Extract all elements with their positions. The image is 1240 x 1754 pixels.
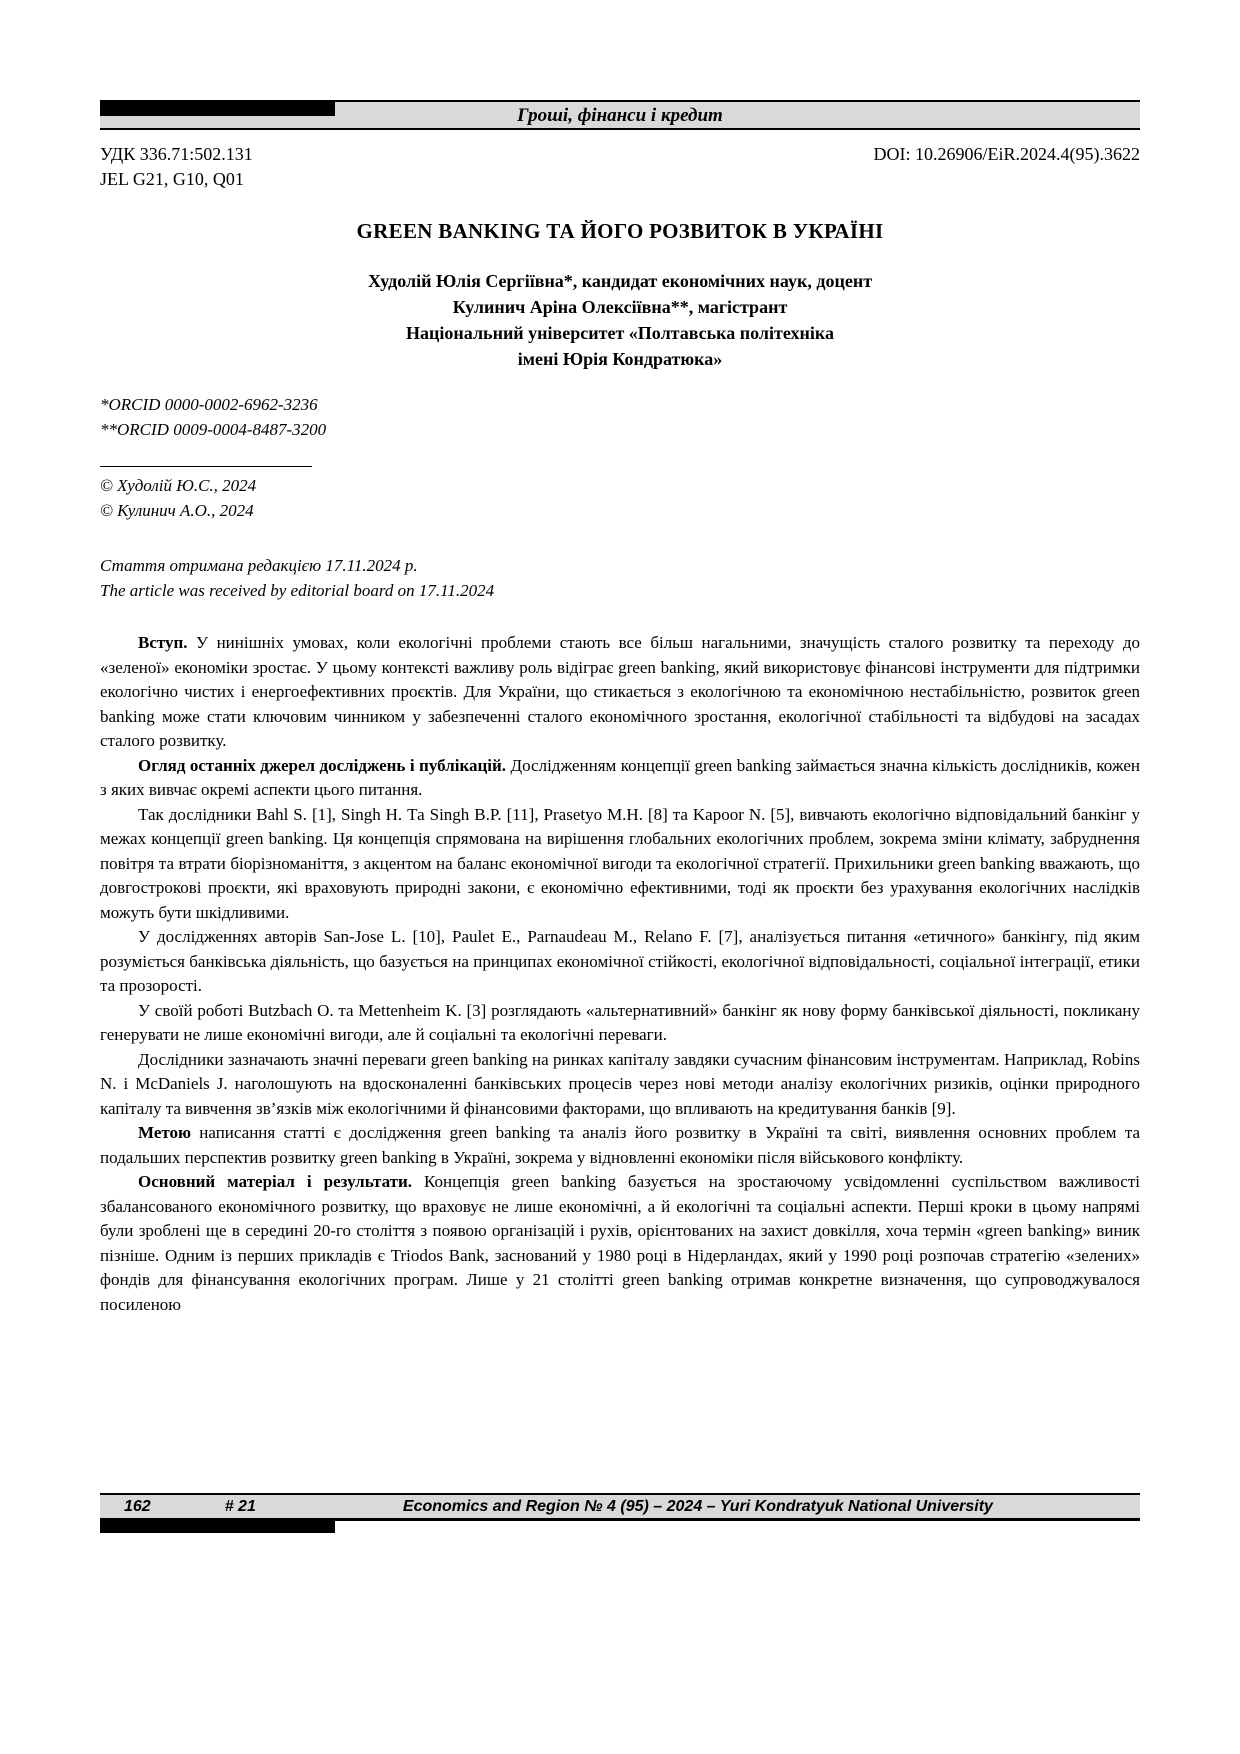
journal-footer-line: Economics and Region № 4 (95) – 2024 – Yuri Kondratyuk National University [402,1497,993,1515]
footer-left-bar [100,1521,335,1533]
affiliation-line-1: Національний університет «Полтавська політехніка [406,323,834,343]
orcid-line-1: *ORCID 0000-0002-6962-3236 [100,395,318,414]
paragraph-text: У своїй роботі Butzbach O. та Mettenheim K. [3] розглядають «альтернативний» банкінг як нову форму банківської діяльності, покликану генерувати не лише економічні вигоди, але й соціальні та екологічні переваги. [100,1000,1140,1044]
author-line-1: Худолій Юлія Сергіївна*, кандидат економічних наук, доцент [367,271,873,291]
paragraph-text: Дослідженням концепції green banking займається значна кількість дослідників, кожен з яких вивчає окремі аспекти цього питання. [100,755,1140,799]
orcid-line-2: **ORCID 0009-0004-8487-3200 [100,420,327,439]
udc-code: УДК 336.71:502.131 [100,144,253,164]
received-block [100,553,1140,603]
received-line-en: The article was received by editorial board on 17.11.2024 [100,581,495,600]
page-number: 162 [124,1497,151,1515]
section-title: Гроші, фінанси і кредит [517,105,723,126]
footer-band [100,1493,1140,1521]
paragraph-main-results [100,1170,1140,1317]
copyright-block [100,473,1140,523]
paragraph-text: написання статті є дослідження green banking та аналіз його розвитку в Україні та світі, виявлення основних проблем та подальших перспектив розвитку green banking в Україні, зокрема у відновленні економіки після військового конфлікту. [100,1123,1140,1167]
jel-code: JEL G21, G10, Q01 [100,169,244,189]
orcid-block [100,392,1140,442]
authors-block [100,268,1140,372]
paragraph-researchers [100,803,1140,926]
footnote-separator [100,466,312,467]
paragraph-lead: Метою [138,1123,200,1142]
paragraph-lead: Огляд останніх джерел досліджень і публікацій. [138,755,511,775]
paragraph-text: Так дослідники Bahl S. [1], Singh H. Та Singh B.P. [11], Prasetyo M.H. [8] та Kapoor N. [5], вивчають екологічно відповідальний банкінг у межах концепції green banking. Ця концепція спрямована на вирішення глобальних екологічних проблем, зокрема зміни клімату, забруднення повітря та втрати біорізноманіття, з акцентом на баланс економічної вигоди та екологічної стратегії. Прихильники green banking вважають, що довгострокові проєкти, які враховують природні закони, є економічно ефективними, тоді як проєкти без урахування екологічних наслідків можуть бути шкідливими. [100,804,1140,922]
author-line-2: Кулинич Аріна Олексіївна**, магістрант [452,297,788,317]
paragraph-text: Концепція green banking базується на зростаючому усвідомленні суспільством важливості збалансованого економічного розвитку, що враховує не лише економічні, а й екологічні та соціальні аспекти. Перші кроки в цьому напрямі були зроблені ще в середині 20-го століття з появою організацій і рухів, орієнтованих на захист довкілля, хоча термін «green banking» виник пізніше. Одним із перших прикладів є Triodos Bank, заснований у 1980 році в Нідерландах, який у 1990 році розпочав стратегію «зелених» фондів для фінансування екологічних програм. Лише у 21 столітті green banking отримав конкретне визначення, що супроводжувалося посиленою [100,1172,1140,1314]
paragraph-lead: Основний матеріал і результати. [138,1172,425,1191]
journal-section-header [100,100,1140,130]
paragraph-text: У дослідженнях авторів San-Jose L. [10], Paulet E., Parnaudeau M., Relano F. [7], аналізується питання «етичного» банкінгу, під яким розуміється банківська діяльність, що базується на принципах економічної стійкості, екологічної відповідальності, соціальної інтеграції, етики та прозорості. [100,927,1140,995]
classification-codes [100,142,253,192]
paragraph-alternative-banking [100,999,1140,1048]
paragraph-lead: Вступ. [138,633,197,652]
paragraph-literature-review [100,754,1140,803]
copyright-line-2: © Кулинич А.О., 2024 [100,501,254,520]
paragraph-ethical-banking [100,925,1140,999]
doi: DOI: 10.26906/EiR.2024.4(95).3622 [873,144,1140,164]
paragraph-text: У нинішніх умовах, коли екологічні проблеми стають все більш нагальними, значущість сталого розвитку та переходу до «зеленої» економіки зростає. У цьому контексті важливу роль відіграє green banking, який використовує фінансові інструменти для підтримки екологічно чистих і енергоефективних проєктів. Для України, що стикається з екологічною та економічною нестабільністю, розвиток green banking може стати ключовим чинником у забезпеченні сталого економічного зростання, екологічної стабільності та відбудові на засадах сталого розвитку. [100,633,1140,750]
article-body [100,631,1140,1487]
article-title: GREEN BANKING ТА ЙОГО РОЗВИТОК В УКРАЇНІ [356,219,884,243]
copyright-line-1: © Худолій Ю.С., 2024 [100,476,257,495]
paragraph-intro [100,631,1140,754]
issue-number: # 21 [224,1497,256,1515]
page-footer [100,1493,1140,1533]
meta-row [100,142,1140,192]
paragraph-goal [100,1121,1140,1170]
paragraph-capital-markets [100,1048,1140,1122]
affiliation-line-2: імені Юрія Кондратюка» [517,349,723,369]
received-line-uk: Стаття отримана редакцією 17.11.2024 р. [100,556,418,575]
paragraph-text: Дослідники зазначають значні переваги green banking на ринках капіталу завдяки сучасним фінансовим інструментам. Наприклад, Robins N. і McDaniels J. наголошують на вдосконаленні банківських процесів через нові методи аналізу екологічних ризиків, оцінки природного капіталу та вивчення зв’язків між екологічними й фінансовими факторами, що впливають на кредитування банків [9]. [100,1049,1140,1118]
